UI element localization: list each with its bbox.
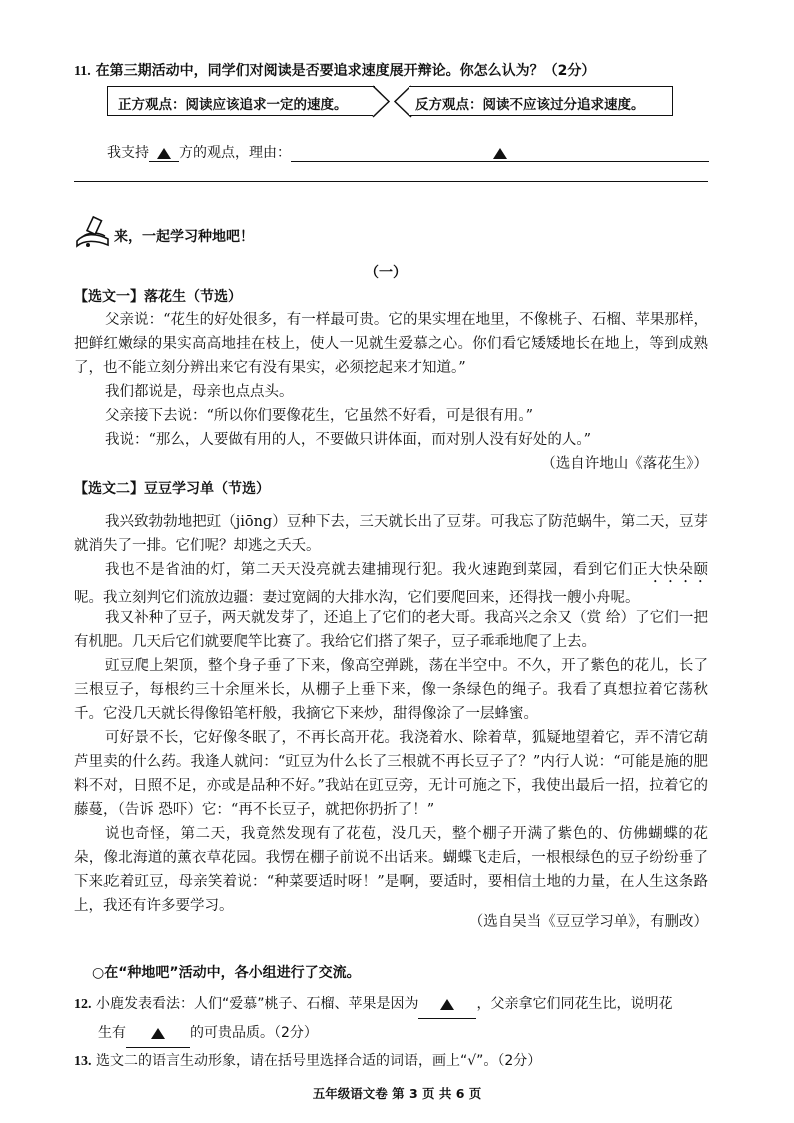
activity-bullet: ○ bbox=[92, 965, 105, 981]
text2-heading: 【选文二】豆豆学习单（节选） bbox=[74, 481, 270, 497]
pro-view-box bbox=[107, 86, 375, 116]
question-12-part-d: 的可贵品质。（2分） bbox=[190, 1025, 318, 1041]
question-11-number: 11. bbox=[74, 64, 91, 79]
question-12 bbox=[74, 990, 714, 1048]
text2-paragraph-2b: 呢。我立刻判它们流放边疆：妻过宽阔的大排水沟，它们要爬回来，还得找一艘小舟呢。 bbox=[74, 590, 640, 606]
text1-paragraph-1: 父亲说：“花生的好处很多，有一样最可贵。它的果实埋在地里，不像桃子、石榴、苹果那样，把鲜红嫩绿的果实高高地挂在枝上，使人一见就生爱慕之心。你们看它矮矮地长在地上，等到成熟了，也不能立刻分辨出来它有没有果实，必须挖起来才知道。” bbox=[74, 312, 708, 376]
question-12-part-c: 生有 bbox=[98, 1025, 126, 1041]
q12-blank-1[interactable] bbox=[418, 990, 476, 1019]
text2-paragraph-1: 我兴致勃勃地把豇（jiōng）豆种下去，三天就长出了豆芽。可我忘了防范蜗牛，第二天，豆芽就消失了一排。它们呢？却逃之夭夭。 bbox=[74, 514, 708, 554]
text1-paragraph-2: 我们都说是，母亲也点点头。 bbox=[105, 384, 294, 400]
q12-blank-2[interactable] bbox=[126, 1019, 190, 1048]
support-prefix: 我支持 bbox=[107, 145, 149, 161]
text2-paragraph-7: 吃着豇豆，母亲笑着说：“种菜要适时呀！”是啊，要适时，要相信土地的力量，在人生这条路上，我还有许多要学习。 bbox=[74, 874, 708, 914]
text2-paragraph-3: 我又补种了豆子，两天就发芽了，还追上了它们的老大哥。我高兴之余又（赏 给）了它们一把有机肥。几天后它们就要爬竿比赛了。我给它们搭了架子，豆子乖乖地爬了上去。 bbox=[74, 610, 708, 650]
answer-triangle-icon bbox=[493, 148, 507, 159]
answer-triangle-icon bbox=[440, 999, 454, 1010]
dotted-idiom: 大快朵颐 bbox=[648, 562, 709, 578]
support-line bbox=[107, 142, 717, 162]
question-11-text: 在第三期活动中，同学们对阅读是否要追求速度展开辩论。你怎么认为？（2分） bbox=[95, 63, 596, 79]
pro-view-text: 正方观点：阅读应该追求一定的速度。 bbox=[118, 97, 348, 113]
activity-text: 在“种地吧”活动中，各小组进行了交流。 bbox=[104, 965, 361, 981]
con-view-text: 反方观点：阅读不应该过分追求速度。 bbox=[415, 97, 645, 113]
text2-paragraph-2a: 我也不是省油的灯，第二天天没亮就去建捕现行犯。我火速跑到菜园，看到它们正 bbox=[105, 562, 649, 578]
activity-intro bbox=[92, 962, 361, 982]
text2-paragraph-4: 豇豆爬上架顶，整个身子垂了下来，像高空弹跳，荡在半空中。不久，开了紫色的花儿，长了三根豆子，每根约三十余厘米长，从棚子上垂下来，像一条绿色的绳子。我看了真想拉着它荡秋千。它没几天就长得像铅笔杆般，我摘它下来炒，甜得像涂了一层蜂蜜。 bbox=[74, 658, 708, 722]
answer-line[interactable] bbox=[74, 181, 708, 182]
section-part: （一） bbox=[365, 265, 407, 281]
question-13-text: 选文二的语言生动形象，请在括号里选择合适的词语，画上“√”。（2分） bbox=[95, 1053, 542, 1069]
question-11 bbox=[74, 60, 714, 80]
text1-paragraph-3: 父亲接下去说：“所以你们要像花生，它虽然不好看，可是很有用。” bbox=[105, 408, 534, 424]
question-12-part-b: ，父亲拿它们同花生比，说明花 bbox=[476, 996, 673, 1012]
question-13-number: 13. bbox=[74, 1054, 92, 1069]
text1-source: （选自许地山《落花生》） bbox=[541, 456, 708, 472]
text2-paragraph-6: 说也奇怪，第二天，我竟然发现有了花苞，没几天，整个棚子开满了紫色的、仿佛蝴蝶的花朵，像北海道的薰衣草花园。我愣在棚子前说不出话来。蝴蝶飞走后，一根根绿色的豆子纷纷垂了下来。 bbox=[74, 826, 708, 890]
question-13 bbox=[74, 1050, 714, 1070]
side-answer-blank[interactable] bbox=[149, 145, 179, 162]
question-12-part-a: 小鹿发表看法：人们“爱慕”桃子、石榴、苹果是因为 bbox=[95, 996, 419, 1012]
answer-triangle-icon bbox=[151, 1028, 165, 1039]
question-12-number: 12. bbox=[74, 997, 92, 1012]
reason-answer-blank[interactable] bbox=[291, 145, 709, 162]
text1-heading: 【选文一】落花生（节选） bbox=[74, 289, 242, 305]
text2-paragraph-2 bbox=[74, 558, 708, 610]
pen-and-notebook-icon bbox=[74, 215, 112, 249]
answer-triangle-icon bbox=[157, 148, 171, 159]
text2-source: （选自吴当《豆豆学习单》，有删改） bbox=[468, 914, 708, 930]
text1-paragraph-4: 我说：“那么，人要做有用的人，不要做只讲体面，而对别人没有好处的人。” bbox=[105, 432, 592, 448]
text2-paragraph-5: 可好景不长，它好像冬眠了，不再长高开花。我浇着水、除着草，狐疑地望着它，弄不清它葫芦里卖的什么药。我逢人就问：“豇豆为什么长了三根就不再长豆子了？”内行人说：“可能是施的肥料不对，日照不足，亦或是品种不好。”我站在豇豆旁，无计可施之下，我使出最后一招，拉着它的藤蔓，（告诉 恐吓）它：“再不长豆子，就把你扔折了！” bbox=[74, 730, 708, 818]
con-view-box bbox=[409, 86, 673, 116]
section-title: 来，一起学习种地吧！ bbox=[114, 229, 254, 245]
page-footer: 五年级语文卷 第 3 页 共 6 页 bbox=[312, 1086, 482, 1101]
support-mid: 方的观点，理由： bbox=[179, 145, 291, 161]
